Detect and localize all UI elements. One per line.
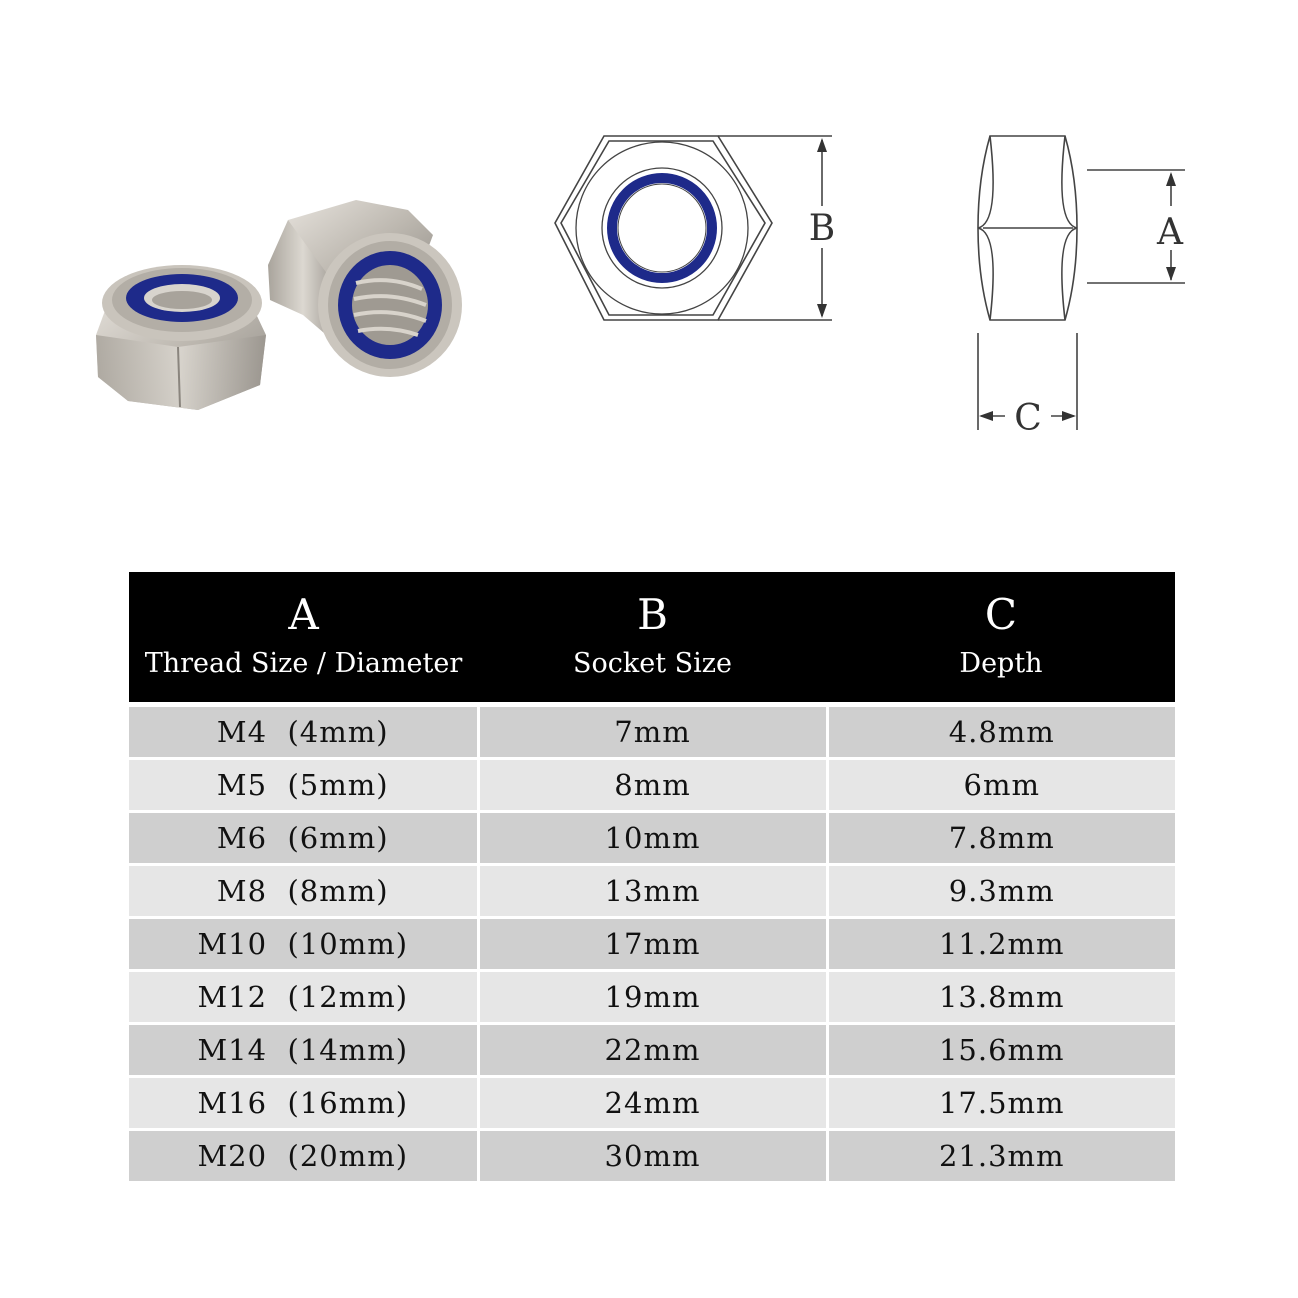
header-a-letter: A [288, 590, 319, 639]
thread-size-cell: M6 (6mm) [129, 812, 478, 865]
right-nut [268, 200, 462, 377]
socket-size-cell: 17mm [478, 918, 827, 971]
front-view-drawing [552, 128, 852, 333]
thread-size-cell: M4 (4mm) [129, 705, 478, 759]
table-row [129, 812, 1175, 865]
table-row [129, 918, 1175, 971]
table-row [129, 1024, 1175, 1077]
table-row [129, 1130, 1175, 1183]
header-b-desc: Socket Size [573, 648, 732, 679]
thread-size-cell: M10 (10mm) [129, 918, 478, 971]
depth-cell: 9.3mm [827, 865, 1175, 918]
socket-size-cell: 22mm [478, 1024, 827, 1077]
depth-cell: 21.3mm [827, 1130, 1175, 1183]
table-header-row [129, 572, 1175, 705]
dimension-b-label: B [808, 208, 836, 249]
header-c-desc: Depth [959, 648, 1043, 679]
table-row [129, 705, 1175, 759]
header-a-desc: Thread Size / Diameter [144, 648, 463, 679]
socket-size-cell: 7mm [478, 705, 827, 759]
depth-cell: 15.6mm [827, 1024, 1175, 1077]
table-row [129, 971, 1175, 1024]
depth-cell: 7.8mm [827, 812, 1175, 865]
socket-size-cell: 13mm [478, 865, 827, 918]
depth-cell: 11.2mm [827, 918, 1175, 971]
left-nut [96, 265, 266, 410]
nylon-lock-nuts-photo [88, 195, 473, 420]
thread-size-cell: M8 (8mm) [129, 865, 478, 918]
dimension-a-label: A [1157, 212, 1183, 253]
thread-size-cell: M12 (12mm) [129, 971, 478, 1024]
socket-size-cell: 24mm [478, 1077, 827, 1130]
header-b [478, 572, 827, 705]
thread-size-cell: M16 (16mm) [129, 1077, 478, 1130]
size-table [129, 572, 1175, 1184]
header-a [129, 572, 478, 705]
thread-size-cell: M5 (5mm) [129, 759, 478, 812]
table-row [129, 1077, 1175, 1130]
socket-size-cell: 8mm [478, 759, 827, 812]
header-c [827, 572, 1175, 705]
header-c-letter: C [984, 590, 1018, 639]
table-row [129, 759, 1175, 812]
depth-cell: 6mm [827, 759, 1175, 812]
header-b-letter: B [637, 590, 668, 639]
side-view-drawing [965, 128, 1195, 438]
depth-cell: 17.5mm [827, 1077, 1175, 1130]
thread-size-cell: M14 (14mm) [129, 1024, 478, 1077]
socket-size-cell: 10mm [478, 812, 827, 865]
socket-size-cell: 19mm [478, 971, 827, 1024]
table-row [129, 865, 1175, 918]
dimension-c-label: C [1014, 398, 1042, 438]
thread-size-cell: M20 (20mm) [129, 1130, 478, 1183]
depth-cell: 13.8mm [827, 971, 1175, 1024]
depth-cell: 4.8mm [827, 705, 1175, 759]
socket-size-cell: 30mm [478, 1130, 827, 1183]
